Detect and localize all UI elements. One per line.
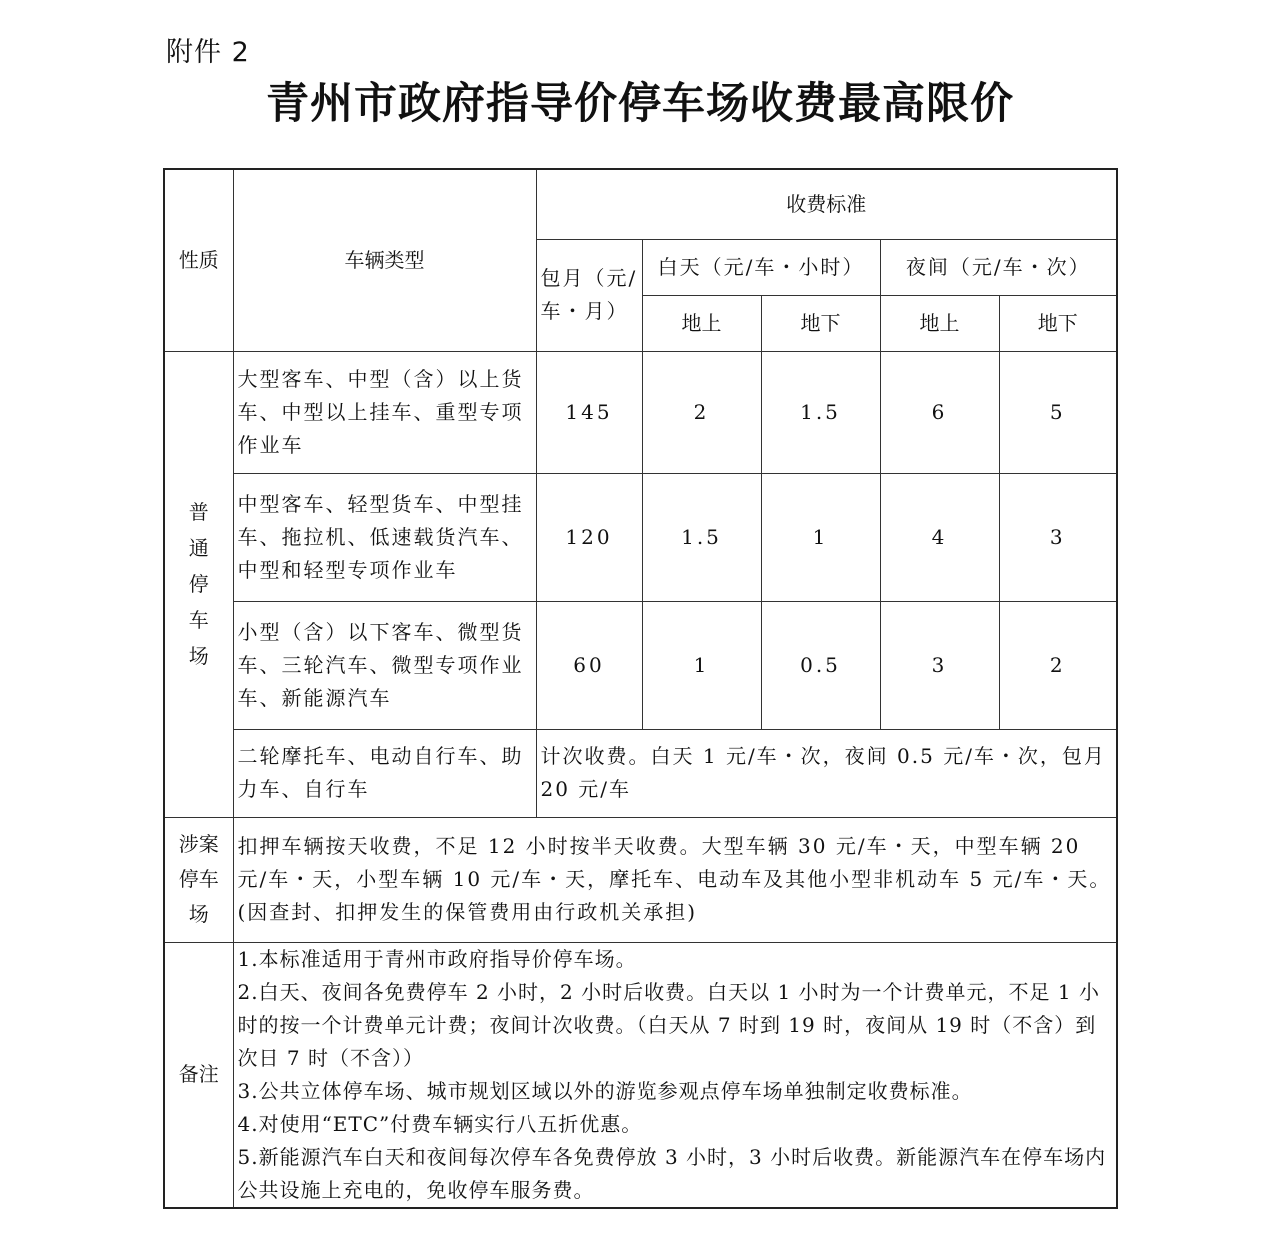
day-under-cell: 0.5 <box>761 601 880 729</box>
header-daytime: 白天（元/车・小时） <box>642 239 880 295</box>
header-night-above: 地上 <box>880 295 999 351</box>
header-row-1 <box>164 169 1117 239</box>
note-item: 3.公共立体停车场、城市规划区域以外的游览参观点停车场单独制定收费标准。 <box>237 1078 973 1103</box>
ordinary-label-char: 停 <box>188 572 209 596</box>
page-title: 青州市政府指导价停车场收费最高限价 <box>266 79 1014 129</box>
two-wheel-fee-cell: 计次收费。白天 1 元/车・次，夜间 0.5 元/车・次，包月 20 元/车 <box>536 729 1117 817</box>
header-monthly-line1: 包月（元/ <box>540 266 638 290</box>
notes-cell <box>233 942 1117 1208</box>
vehicle-type-cell: 小型（含）以下客车、微型货车、三轮汽车、微型专项作业车、新能源汽车 <box>233 601 536 729</box>
monthly-cell: 120 <box>536 473 642 601</box>
ordinary-label-char: 场 <box>188 644 209 668</box>
ordinary-label-char: 通 <box>188 536 209 560</box>
table-row <box>164 729 1117 817</box>
note-item: 1.本标准适用于青州市政府指导价停车场。 <box>237 946 637 971</box>
table-row <box>164 817 1117 942</box>
note-item: 5.新能源汽车白天和夜间每次停车各免费停放 3 小时，3 小时后收费。新能源汽车在停车场内公共设施上充电的，免收停车服务费。 <box>237 1144 1107 1202</box>
header-night: 夜间（元/车・次） <box>880 239 1117 295</box>
header-monthly-line2: 车・月） <box>540 299 629 323</box>
monthly-cell: 145 <box>536 351 642 473</box>
night-above-cell: 6 <box>880 351 999 473</box>
fee-table <box>163 168 1118 1209</box>
case-label-line: 场 <box>188 902 209 926</box>
vehicle-type-cell: 中型客车、轻型货车、中型挂车、拖拉机、低速载货汽车、中型和轻型专项作业车 <box>233 473 536 601</box>
header-nature: 性质 <box>164 169 233 351</box>
header-day-under: 地下 <box>761 295 880 351</box>
night-above-cell: 3 <box>880 601 999 729</box>
table-row <box>164 351 1117 473</box>
case-label-line: 停车 <box>178 867 219 891</box>
night-under-cell: 5 <box>999 351 1117 473</box>
day-under-cell: 1.5 <box>761 351 880 473</box>
header-day-above: 地上 <box>642 295 761 351</box>
attachment-label: 附件 2 <box>166 37 250 68</box>
day-above-cell: 1 <box>642 601 761 729</box>
table-row <box>164 473 1117 601</box>
case-parking-label <box>164 817 233 942</box>
case-parking-text: 扣押车辆按天收费，不足 12 小时按半天收费。大型车辆 30 元/车・天，中型车辆 20 元/车・天，小型车辆 10 元/车・天，摩托车、电动车及其他小型非机动车 5 元/车・天。(因查封、扣押发生的保管费用由行政机关承担) <box>233 817 1117 942</box>
night-above-cell: 4 <box>880 473 999 601</box>
table-row <box>164 942 1117 1208</box>
note-item: 2.白天、夜间各免费停车 2 小时，2 小时后收费。白天以 1 小时为一个计费单元，不足 1 小时的按一个计费单元计费；夜间计次收费。（白天从 7 时到 19 时，夜间从 19 时（不含）到次日 7 时（不含）） <box>237 979 1100 1070</box>
night-under-cell: 2 <box>999 601 1117 729</box>
header-fee-standard: 收费标准 <box>536 169 1117 239</box>
notes-label: 备注 <box>164 942 233 1208</box>
case-label-line: 涉案 <box>178 832 219 856</box>
vehicle-type-cell: 二轮摩托车、电动自行车、助力车、自行车 <box>233 729 536 817</box>
day-under-cell: 1 <box>761 473 880 601</box>
vehicle-type-cell: 大型客车、中型（含）以上货车、中型以上挂车、重型专项作业车 <box>233 351 536 473</box>
ordinary-label-char: 车 <box>188 608 209 632</box>
ordinary-parking-label <box>164 351 233 817</box>
day-above-cell: 1.5 <box>642 473 761 601</box>
header-night-under: 地下 <box>999 295 1117 351</box>
table-row <box>164 601 1117 729</box>
night-under-cell: 3 <box>999 473 1117 601</box>
day-above-cell: 2 <box>642 351 761 473</box>
monthly-cell: 60 <box>536 601 642 729</box>
header-vehicle-type: 车辆类型 <box>233 169 536 351</box>
note-item: 4.对使用“ETC”付费车辆实行八五折优惠。 <box>237 1111 643 1136</box>
ordinary-label-char: 普 <box>188 500 209 524</box>
header-monthly <box>536 239 642 351</box>
